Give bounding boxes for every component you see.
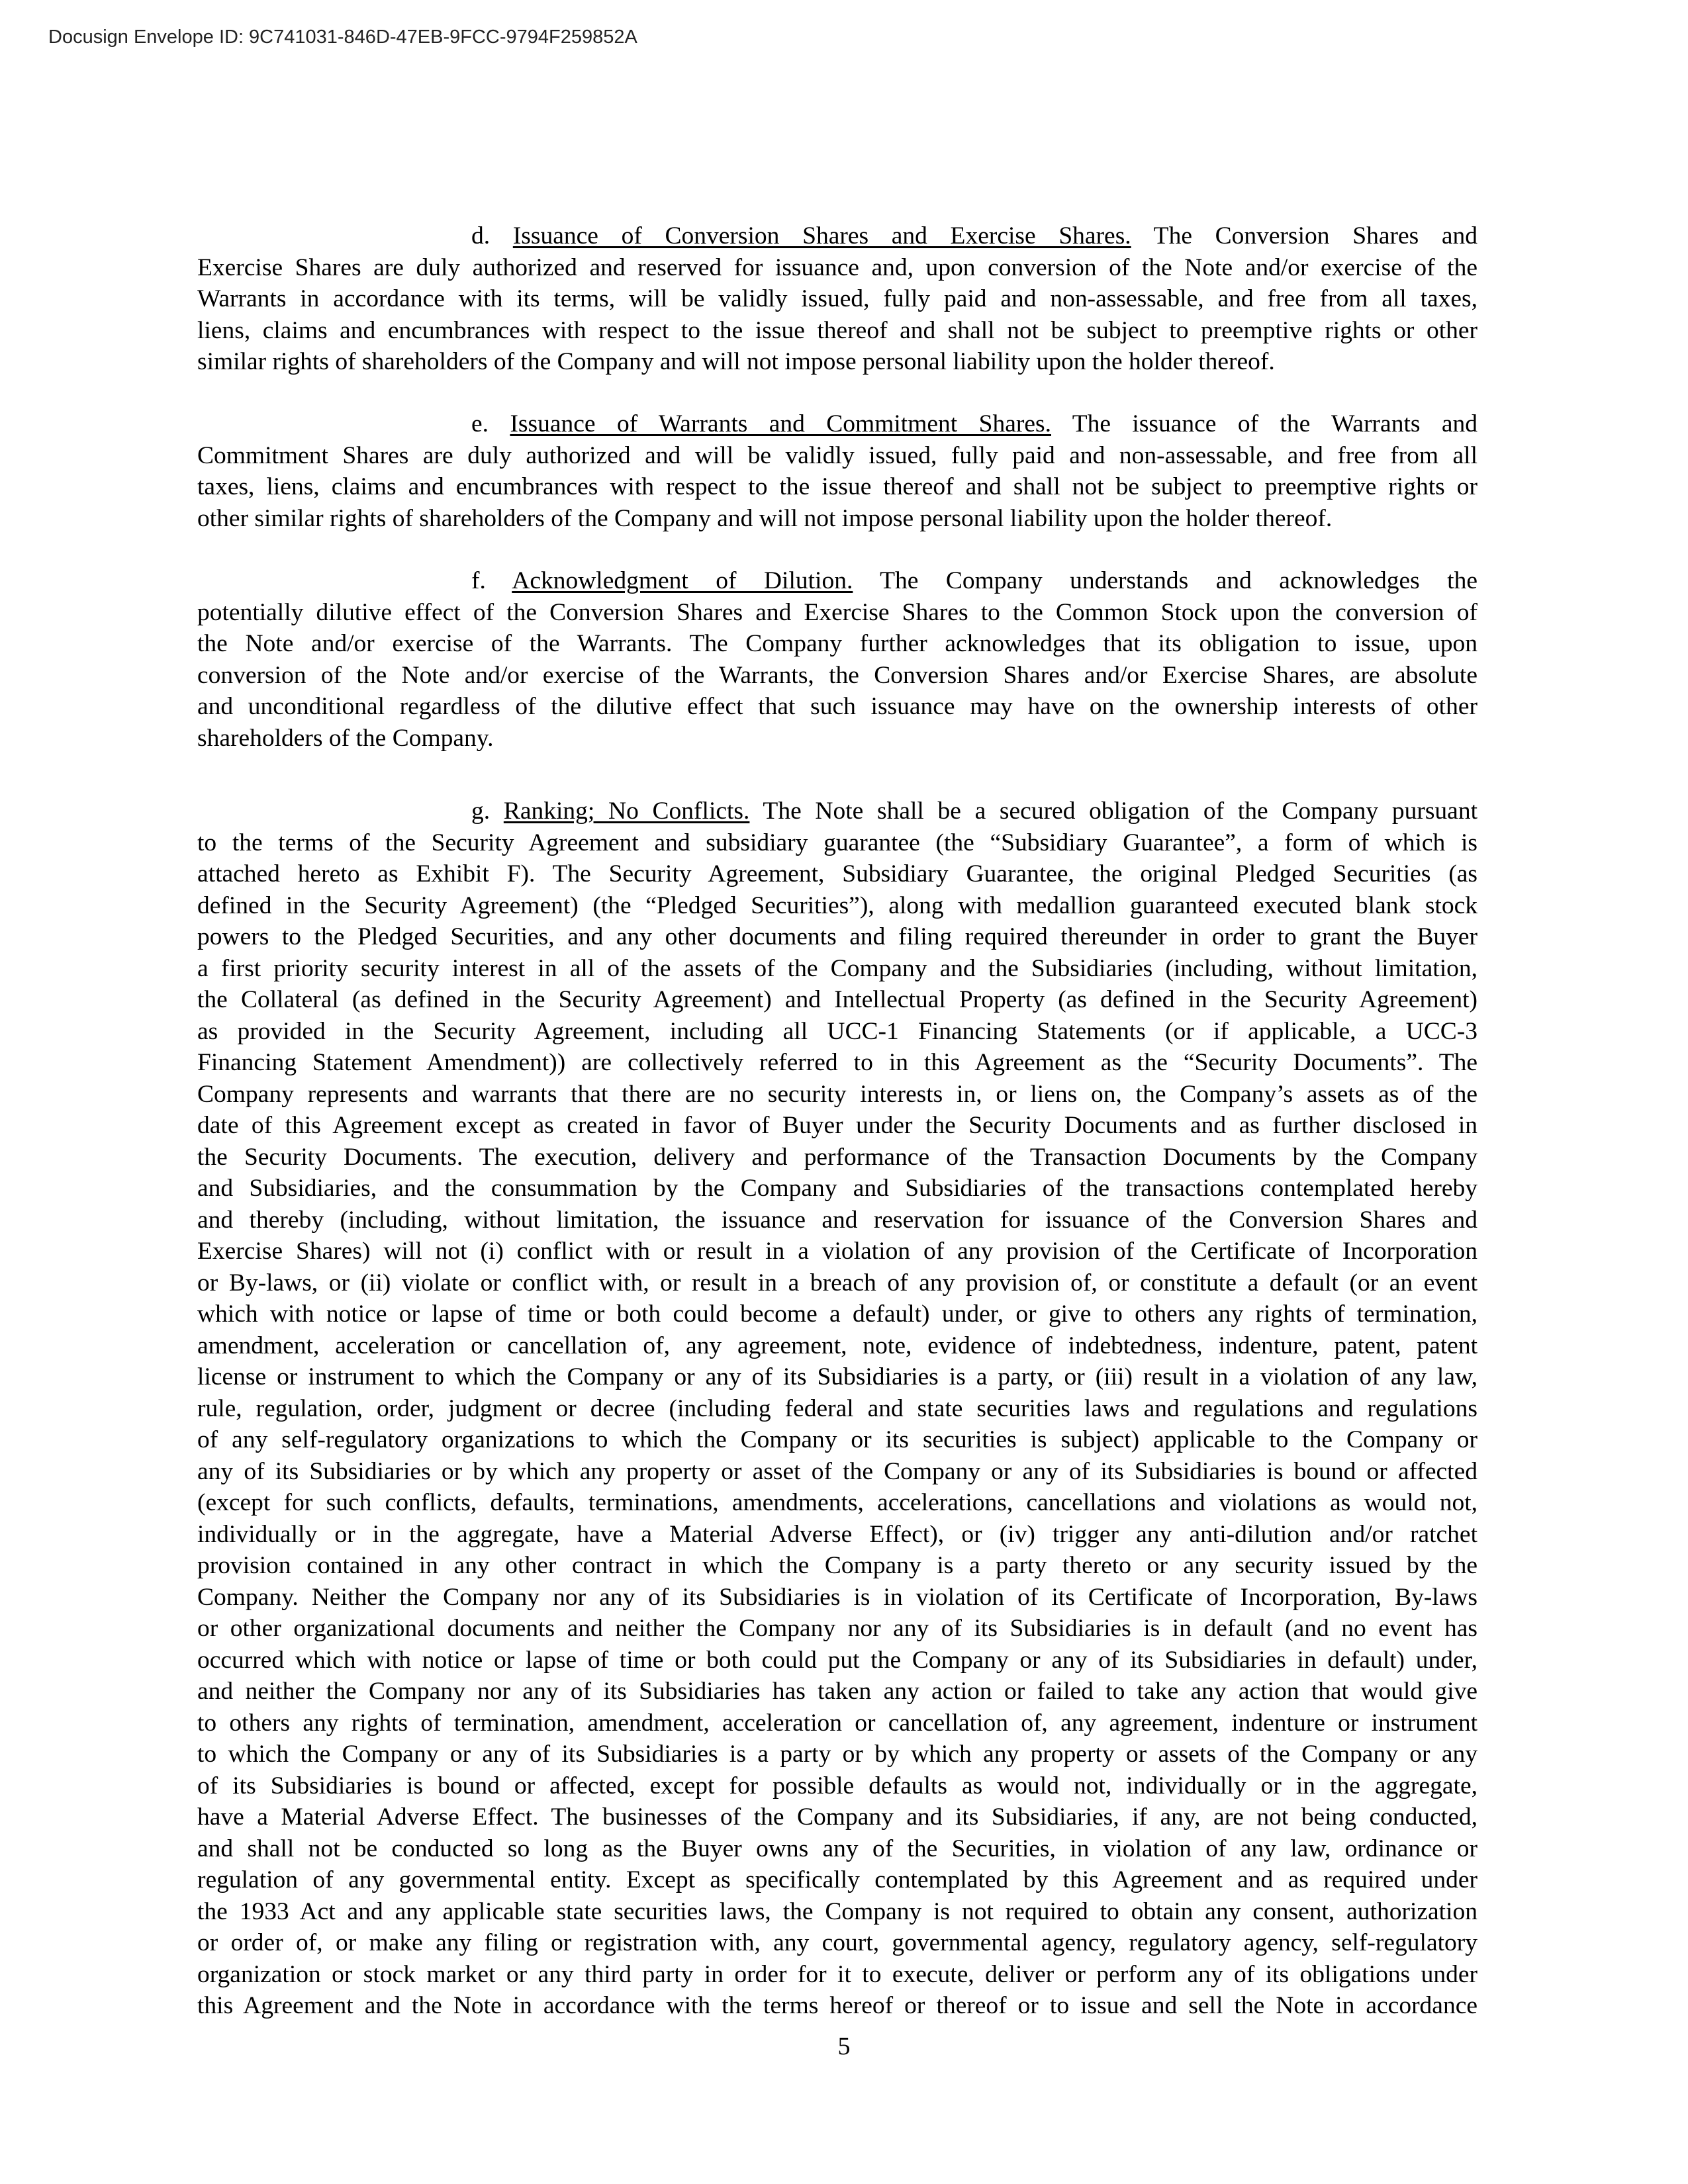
paragraph-line: or other organizational documents and neither the Company nor any of its Subsidiaries is in default (and no event has <box>197 1615 1477 1642</box>
paragraph-line: date of this Agreement except as created in favor of Buyer under the Security Documents and as further disclosed in <box>197 1112 1477 1139</box>
paragraph-first-line <box>197 565 1477 597</box>
paragraph-line: Company. Neither the Company nor any of its Subsidiaries is in violation of its Certificate of Incorporation, By-laws <box>197 1583 1477 1611</box>
paragraph-line: as provided in the Security Agreement, including all UCC-1 Financing Statements (or if applicable, a UCC-3 <box>197 1017 1477 1045</box>
paragraph-line: have a Material Adverse Effect. The businesses of the Company and its Subsidiaries, if any, are not being conducted, <box>197 1803 1477 1831</box>
paragraph-line: or order of, or make any filing or registration with, any court, governmental agency, regulatory agency, self-regulatory <box>197 1929 1477 1956</box>
paragraph-line: Exercise Shares are duly authorized and reserved for issuance and, upon conversion of the Note and/or exercise of the <box>197 253 1477 281</box>
section-heading: Acknowledgment of Dilution. <box>512 567 853 594</box>
paragraph-line: (except for such conflicts, defaults, terminations, amendments, accelerations, cancellations and violations as would not, <box>197 1489 1477 1516</box>
section-heading: Issuance of Conversion Shares and Exercise Shares. <box>512 222 1131 250</box>
paragraph-line: Company represents and warrants that there are no security interests in, or liens on, the Company’s assets as of the <box>197 1080 1477 1108</box>
paragraph-line: amendment, acceleration or cancellation of, any agreement, note, evidence of indebtedness, indenture, patent, patent <box>197 1332 1477 1359</box>
paragraph-line: rule, regulation, order, judgment or decree (including federal and state securities laws and regulations and regulations <box>197 1394 1477 1422</box>
paragraph-line: Commitment Shares are duly authorized and will be validly issued, fully paid and non-assessable, and free from all <box>197 441 1477 469</box>
paragraph-line: potentially dilutive effect of the Conversion Shares and Exercise Shares to the Common Stock upon the conversion of <box>197 598 1477 626</box>
paragraph-line: to which the Company or any of its Subsidiaries is a party or by which any property or assets of the Company or any <box>197 1741 1477 1768</box>
docusign-envelope-id: Docusign Envelope ID: 9C741031-846D-47EB-9FCC-9794F259852A <box>48 26 637 48</box>
first-line-text: The Company understands and acknowledges the <box>880 567 1477 594</box>
paragraph-line: Warrants in accordance with its terms, will be validly issued, fully paid and non-assessable, and free from all taxes, <box>197 285 1477 312</box>
paragraph-line: powers to the Pledged Securities, and any other documents and filing required thereunder in order to grant the Buyer <box>197 923 1477 950</box>
paragraph-line: organization or stock market or any third party in order for it to execute, deliver or perform any of its obligations under <box>197 1960 1477 1988</box>
paragraph-line: Exercise Shares) will not (i) conflict with or result in a violation of any provision of the Certificate of Incorporation <box>197 1238 1477 1265</box>
paragraph-line: other similar rights of shareholders of the Company and will not impose personal liability upon the holder thereof. <box>197 504 1333 532</box>
paragraph-line: of any self-regulatory organizations to which the Company or its securities is subject) applicable to the Company or <box>197 1426 1477 1453</box>
paragraph-line: shareholders of the Company. <box>197 724 494 752</box>
paragraph-line: occurred which with notice or lapse of time or both could put the Company or any of its Subsidiaries in default) under, <box>197 1646 1477 1674</box>
section-e-warrants-commitment-shares <box>197 408 1477 534</box>
paragraph-line: Financing Statement Amendment)) are collectively referred to in this Agreement as the “Security Documents”. The <box>197 1049 1477 1076</box>
paragraph-line: defined in the Security Agreement) (the “Pledged Securities”), along with medallion guaranteed executed blank stock <box>197 891 1477 919</box>
paragraph-line: and unconditional regardless of the dilutive effect that such issuance may have on the ownership interests of other <box>197 693 1477 720</box>
paragraph-line: and Subsidiaries, and the consummation by the Company and Subsidiaries of the transactions contemplated hereby <box>197 1175 1477 1202</box>
paragraph-line: or By-laws, or (ii) violate or conflict with, or result in a breach of any provision of, or constitute a default (or an event <box>197 1269 1477 1297</box>
first-line-text: The Note shall be a secured obligation of the Company pursuant <box>763 797 1477 825</box>
paragraph-line: the Note and/or exercise of the Warrants. The Company further acknowledges that its obligation to issue, upon <box>197 630 1477 657</box>
first-line-text: The Conversion Shares and <box>1153 222 1478 250</box>
first-line-text: The issuance of the Warrants and <box>1072 410 1478 437</box>
paragraph-line: and thereby (including, without limitation, the issuance and reservation for issuance of the Conversion Shares and <box>197 1206 1477 1234</box>
paragraph-first-line <box>197 796 1477 827</box>
paragraph-line: provision contained in any other contract in which the Company is a party thereto or any security issued by the <box>197 1552 1477 1579</box>
paragraph-line: the Collateral (as defined in the Security Agreement) and Intellectual Property (as defined in the Security Agreement) <box>197 986 1477 1013</box>
section-heading: Ranking; No Conflicts. <box>503 797 750 825</box>
paragraph-line: and neither the Company nor any of its Subsidiaries has taken any action or failed to take any action that would give <box>197 1678 1477 1705</box>
paragraph-line: which with notice or lapse of time or both could become a default) under, or give to others any rights of termination, <box>197 1300 1477 1328</box>
section-label: f. <box>471 567 486 594</box>
paragraph-line: this Agreement and the Note in accordance with the terms hereof or thereof or to issue and sell the Note in accordance <box>197 1992 1477 2019</box>
paragraph-line: license or instrument to which the Company or any of its Subsidiaries is a party, or (iii) result in a violation of any law, <box>197 1363 1477 1390</box>
paragraph-line: to others any rights of termination, amendment, acceleration or cancellation of, any agreement, indenture or instrument <box>197 1709 1477 1737</box>
section-label: d. <box>471 222 491 250</box>
paragraph-line: similar rights of shareholders of the Company and will not impose personal liability upon the holder thereof. <box>197 348 1275 375</box>
paragraph-line: of its Subsidiaries is bound or affected, except for possible defaults as would not, individually or in the aggregate, <box>197 1772 1477 1799</box>
paragraph-line: conversion of the Note and/or exercise of the Warrants, the Conversion Shares and/or Exercise Shares, are absolute <box>197 661 1477 689</box>
paragraph-line: to the terms of the Security Agreement and subsidiary guarantee (the “Subsidiary Guarantee”, a form of which is <box>197 829 1477 856</box>
paragraph-line: a first priority security interest in all of the assets of the Company and the Subsidiaries (including, without limitation, <box>197 954 1477 982</box>
paragraph-first-line <box>197 408 1477 440</box>
page-number: 5 <box>837 2032 851 2060</box>
paragraph-line: and shall not be conducted so long as the Buyer owns any of the Securities, in violation of any law, ordinance or <box>197 1835 1477 1862</box>
section-d-conversion-shares <box>197 220 1477 378</box>
paragraph-line: taxes, liens, claims and encumbrances with respect to the issue thereof and shall not be subject to preemptive rights or <box>197 473 1477 500</box>
section-heading: Issuance of Warrants and Commitment Shares. <box>510 410 1051 437</box>
paragraph-line: the Security Documents. The execution, delivery and performance of the Transaction Documents by the Company <box>197 1143 1477 1171</box>
section-f-acknowledgment-dilution <box>197 565 1477 754</box>
paragraph-first-line <box>197 220 1477 252</box>
section-g-ranking-no-conflicts <box>197 796 1477 2022</box>
paragraph-line: the 1933 Act and any applicable state securities laws, the Company is not required to obtain any consent, authorization <box>197 1897 1477 1925</box>
paragraph-line: attached hereto as Exhibit F). The Security Agreement, Subsidiary Guarantee, the original Pledged Securities (as <box>197 860 1477 887</box>
paragraph-line: any of its Subsidiaries or by which any property or asset of the Company or any of its Subsidiaries is bound or affected <box>197 1457 1477 1485</box>
paragraph-line: liens, claims and encumbrances with respect to the issue thereof and shall not be subject to preemptive rights or other <box>197 316 1477 344</box>
paragraph-line: individually or in the aggregate, have a Material Adverse Effect), or (iv) trigger any anti-dilution and/or ratchet <box>197 1520 1477 1548</box>
paragraph-line: regulation of any governmental entity. Except as specifically contemplated by this Agreement and as required under <box>197 1866 1477 1893</box>
section-label: e. <box>471 410 489 437</box>
section-label: g. <box>471 797 491 825</box>
